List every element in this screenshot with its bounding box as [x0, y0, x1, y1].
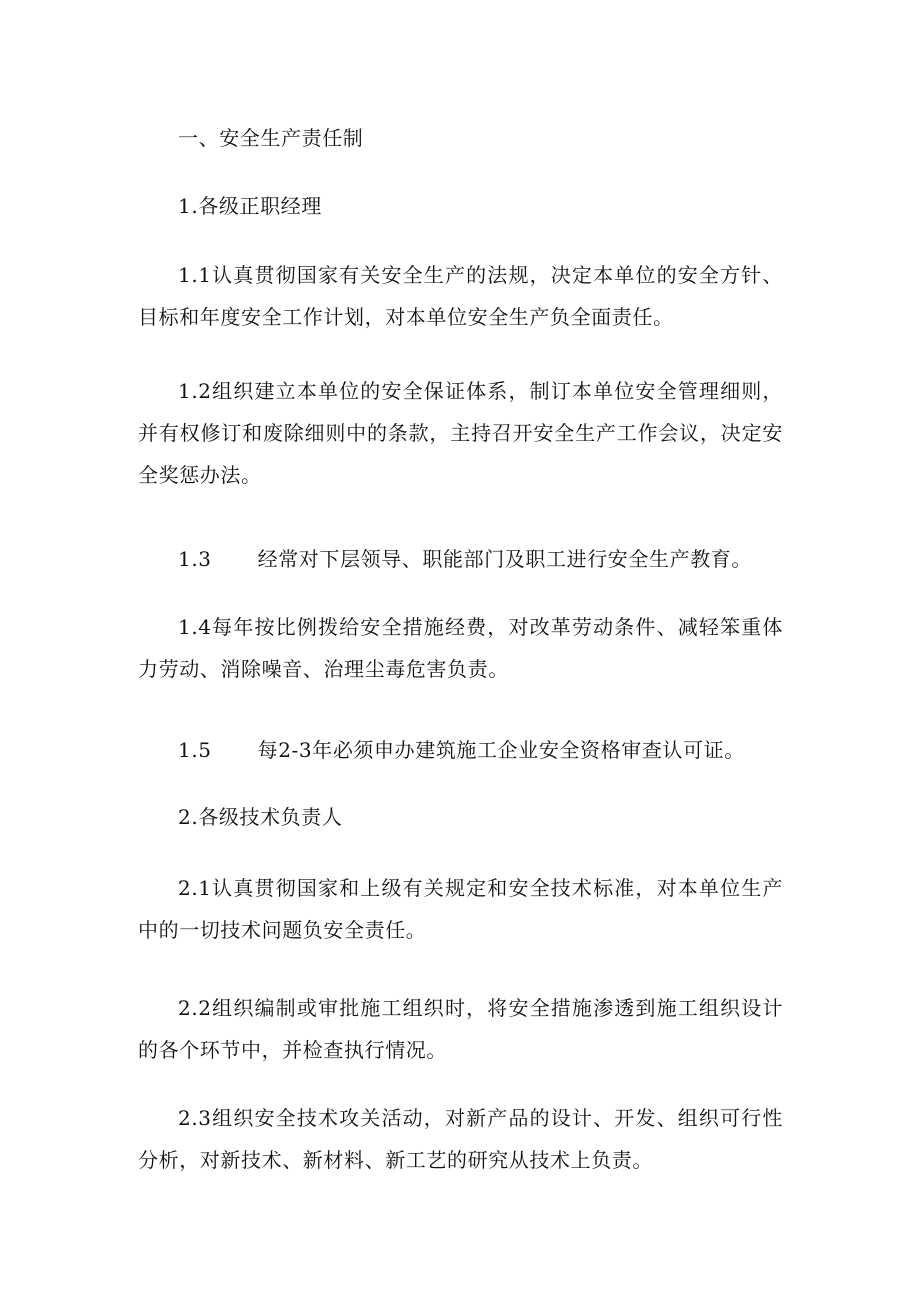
paragraph-2-3: 2.3组织安全技术攻关活动，对新产品的设计、开发、组织可行性分析，对新技术、新材料、新工艺的研究从技术上负责。: [138, 1106, 783, 1172]
paragraph-2-1: 2.1认真贯彻国家和上级有关规定和安全技术标准，对本单位生产中的一切技术问题负安全责任。: [138, 876, 783, 942]
paragraph-1-5-number: 1.5: [178, 738, 212, 762]
paragraph-1-3: [138, 538, 783, 580]
paragraph-1-2: 1.2组织建立本单位的安全保证体系，制订本单位安全管理细则，并有权修订和废除细则中的条款，主持召开安全生产工作会议，决定安全奖惩办法。: [138, 379, 783, 487]
paragraph-2-2: 2.2组织编制或审批施工组织时，将安全措施渗透到施工组织设计的各个环节中，并检查执行情况。: [138, 996, 783, 1062]
paragraph-1-1: 1.1认真贯彻国家有关安全生产的法规，决定本单位的安全方针、目标和年度安全工作计划，对本单位安全生产负全面责任。: [138, 263, 783, 329]
paragraph-1-3-text: 经常对下层领导、职能部门及职工进行安全生产教育。: [257, 547, 753, 571]
paragraph-1-5: [138, 729, 783, 771]
paragraph-1-3-number: 1.3: [178, 547, 212, 571]
paragraph-1-4: 1.4每年按比例拨给安全措施经费，对改革劳动条件、减轻笨重体力劳动、消除噪音、治理尘毒危害负责。: [138, 615, 783, 681]
paragraph-1-5-text: 每2-3年必须申办建筑施工企业安全资格审查认可证。: [257, 738, 745, 762]
subsection-heading-technical-leads: 2.各级技术负责人: [178, 805, 343, 829]
section-heading-safety-responsibility: 一、安全生产责任制: [178, 126, 364, 150]
subsection-heading-general-managers: 1.各级正职经理: [178, 194, 322, 218]
